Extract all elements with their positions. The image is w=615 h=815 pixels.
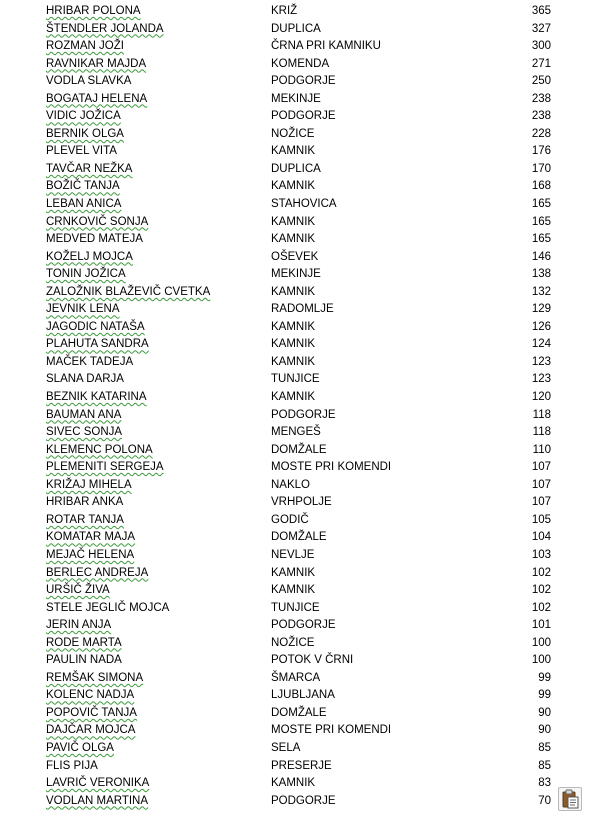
- row-place: MOSTE PRI KOMENDI: [271, 724, 392, 737]
- row-count: 118: [532, 408, 551, 421]
- row-name: MAČEK TADEJA: [46, 355, 134, 368]
- row-place: ŠMARCA: [271, 671, 321, 684]
- row-name: DAJČAR MOJCA: [46, 724, 136, 737]
- row-name: BERLEC ANDREJA: [46, 566, 149, 579]
- row-place: KAMNIK: [271, 777, 316, 790]
- row-place: SELA: [271, 741, 301, 754]
- row-count: 124: [531, 338, 551, 351]
- table-row: [0, 231, 615, 249]
- row-name: BOŽIČ TANJA: [46, 180, 120, 193]
- row-name: RODE MARTA: [46, 636, 122, 649]
- row-place: GODIČ: [271, 513, 309, 526]
- row-name: JEVNIK LENA: [46, 303, 120, 316]
- table-row: [0, 389, 615, 407]
- row-name: VODLA SLAVKA: [46, 75, 132, 88]
- table-row: [0, 319, 615, 337]
- table-row: [0, 477, 615, 495]
- row-name: KOMATAR MAJA: [46, 531, 136, 544]
- row-name: BERNIK OLGA: [46, 127, 124, 140]
- clipboard-paste-glyph: [559, 788, 581, 810]
- table-row: [0, 143, 615, 161]
- row-count: 238: [531, 110, 551, 123]
- row-place: NOŽICE: [271, 636, 315, 649]
- table-row: [0, 512, 615, 530]
- table-row: [0, 565, 615, 583]
- table-row: [0, 652, 615, 670]
- table-row: [0, 442, 615, 460]
- row-count: 107: [531, 478, 551, 491]
- row-name: BAUMAN ANA: [46, 408, 122, 421]
- table-row: [0, 301, 615, 319]
- row-name: TONIN JOŽICA: [46, 268, 126, 281]
- row-count: 300: [531, 40, 551, 53]
- row-name: MEJAČ HELENA: [46, 548, 135, 561]
- table-row: [0, 793, 615, 811]
- row-count: 126: [531, 320, 551, 333]
- row-name: ZALOŽNIK BLAŽEVIČ CVETKA: [46, 285, 211, 298]
- table-row: [0, 722, 615, 740]
- row-place: KAMNIK: [271, 180, 316, 193]
- row-name: REMŠAK SIMONA: [46, 671, 144, 684]
- table-row: [0, 494, 615, 512]
- row-count: 105: [531, 513, 551, 526]
- row-place: PRESERJE: [271, 759, 332, 772]
- row-count: 365: [531, 5, 551, 17]
- table-row: [0, 371, 615, 389]
- row-count: 100: [531, 654, 551, 667]
- row-count: 100: [531, 636, 551, 649]
- table-row: [0, 56, 615, 74]
- results-table: [0, 3, 615, 810]
- clipboard-paste-icon[interactable]: [558, 787, 582, 811]
- table-row: [0, 73, 615, 91]
- row-count: 90: [538, 706, 551, 719]
- row-place: TUNJICE: [271, 601, 320, 614]
- row-name: PLEVEL VITA: [46, 145, 117, 158]
- table-row: [0, 758, 615, 776]
- row-place: KAMNIK: [271, 584, 316, 597]
- row-count: 110: [532, 443, 551, 456]
- row-name: MEDVED MATEJA: [46, 233, 143, 246]
- row-count: 70: [538, 794, 551, 807]
- table-row: [0, 424, 615, 442]
- table-row: [0, 600, 615, 618]
- row-place: POTOK V ČRNI: [271, 654, 354, 667]
- row-place: KRIŽ: [271, 5, 298, 17]
- row-name: FLIS PIJA: [46, 759, 98, 772]
- table-row: [0, 336, 615, 354]
- row-name: PLEMENITI SERGEJA: [46, 461, 164, 474]
- row-count: 168: [531, 180, 551, 193]
- row-count: 120: [531, 391, 551, 404]
- table-row: [0, 21, 615, 39]
- row-name: ROTAR TANJA: [46, 513, 124, 526]
- row-place: ČRNA PRI KAMNIKU: [271, 40, 381, 53]
- row-name: PLAHUTA SANDRA: [46, 338, 149, 351]
- row-name: VODLAN MARTINA: [46, 794, 149, 807]
- row-name: PAULIN NADA: [46, 654, 122, 667]
- table-row: [0, 459, 615, 477]
- row-count: 102: [531, 601, 551, 614]
- table-row: [0, 687, 615, 705]
- table-row: [0, 266, 615, 284]
- row-count: 146: [531, 250, 551, 263]
- row-count: 101: [531, 619, 551, 632]
- table-row: [0, 635, 615, 653]
- table-row: [0, 617, 615, 635]
- row-count: 85: [538, 759, 551, 772]
- row-place: PODGORJE: [271, 110, 336, 123]
- row-name: VIDIC JOŽICA: [46, 110, 121, 123]
- row-count: 271: [531, 57, 551, 70]
- row-name: ŠTENDLER JOLANDA: [46, 22, 164, 35]
- row-place: MEKINJE: [271, 92, 321, 105]
- row-count: 102: [531, 584, 551, 597]
- row-name: HRIBAR ANKA: [46, 496, 124, 509]
- row-place: VRHPOLJE: [271, 496, 332, 509]
- table-row: [0, 354, 615, 372]
- row-place: LJUBLJANA: [271, 689, 335, 702]
- row-count: 138: [531, 268, 551, 281]
- table-row: [0, 529, 615, 547]
- row-place: RADOMLJE: [271, 303, 334, 316]
- row-name: KOLENC NADJA: [46, 689, 135, 702]
- table-row: [0, 3, 615, 21]
- row-count: 90: [538, 724, 551, 737]
- row-count: 170: [531, 162, 551, 175]
- row-name: RAVNIKAR MAJDA: [46, 57, 147, 70]
- row-place: KAMNIK: [271, 320, 316, 333]
- row-place: KOMENDA: [271, 57, 330, 70]
- row-count: 107: [531, 496, 551, 509]
- row-count: 123: [531, 355, 551, 368]
- table-row: [0, 126, 615, 144]
- row-place: KAMNIK: [271, 233, 316, 246]
- row-place: KAMNIK: [271, 145, 316, 158]
- row-name: BEZNIK KATARINA: [46, 391, 147, 404]
- row-place: KAMNIK: [271, 285, 316, 298]
- row-place: DUPLICA: [271, 162, 321, 175]
- row-place: PODGORJE: [271, 794, 336, 807]
- table-row: [0, 249, 615, 267]
- row-place: STAHOVICA: [271, 198, 337, 211]
- row-name: KRIŽAJ MIHELA: [46, 478, 132, 491]
- row-place: DOMŽALE: [271, 443, 327, 456]
- table-row: [0, 582, 615, 600]
- row-name: KLEMENC POLONA: [46, 443, 153, 456]
- row-place: KAMNIK: [271, 355, 316, 368]
- row-count: 123: [531, 373, 551, 386]
- row-count: 165: [531, 215, 551, 228]
- row-count: 129: [531, 303, 551, 316]
- row-name: JERIN ANJA: [46, 619, 112, 632]
- row-name: STELE JEGLIČ MOJCA: [46, 601, 170, 614]
- table-row: [0, 178, 615, 196]
- row-place: DOMŽALE: [271, 706, 327, 719]
- row-name: TAVČAR NEŽKA: [46, 162, 133, 175]
- row-place: KAMNIK: [271, 338, 316, 351]
- row-count: 250: [531, 75, 551, 88]
- row-place: KAMNIK: [271, 215, 316, 228]
- row-name: PAVIČ OLGA: [46, 741, 114, 754]
- row-count: 99: [538, 671, 551, 684]
- row-name: URŠIČ ŽIVA: [46, 584, 110, 597]
- table-row: [0, 196, 615, 214]
- row-place: NEVLJE: [271, 548, 315, 561]
- row-name: ROZMAN JOŽI: [46, 40, 124, 53]
- row-count: 238: [531, 92, 551, 105]
- table-row: [0, 775, 615, 793]
- row-name: LEBAN ANICA: [46, 198, 122, 211]
- row-name: SLANA DARJA: [46, 373, 124, 386]
- row-name: JAGODIC NATAŠA: [46, 320, 145, 333]
- row-count: 118: [532, 426, 551, 439]
- row-place: DUPLICA: [271, 22, 321, 35]
- row-place: NAKLO: [271, 478, 310, 491]
- row-name: POPOVIČ TANJA: [46, 706, 137, 719]
- table-row: [0, 161, 615, 179]
- row-place: TUNJICE: [271, 373, 320, 386]
- table-row: [0, 214, 615, 232]
- row-place: DOMŽALE: [271, 531, 327, 544]
- row-place: PODGORJE: [271, 619, 336, 632]
- row-count: 228: [531, 127, 551, 140]
- row-place: PODGORJE: [271, 75, 336, 88]
- table-row: [0, 284, 615, 302]
- row-name: KOŽELJ MOJCA: [46, 250, 133, 263]
- table-row: [0, 547, 615, 565]
- row-name: HRIBAR POLONA: [46, 5, 141, 17]
- row-count: 102: [531, 566, 551, 579]
- row-place: KAMNIK: [271, 566, 316, 579]
- row-place: OŠEVEK: [271, 250, 319, 263]
- table-row: [0, 670, 615, 688]
- row-place: MEKINJE: [271, 268, 321, 281]
- row-count: 104: [531, 531, 551, 544]
- row-place: NOŽICE: [271, 127, 315, 140]
- row-place: MOSTE PRI KOMENDI: [271, 461, 392, 474]
- row-count: 132: [531, 285, 551, 298]
- row-count: 165: [531, 233, 551, 246]
- row-count: 176: [531, 145, 551, 158]
- row-count: 99: [538, 689, 551, 702]
- row-count: 103: [531, 548, 551, 561]
- table-row: [0, 38, 615, 56]
- row-count: 327: [531, 22, 551, 35]
- row-name: CRNKOVIČ SONJA: [46, 215, 149, 228]
- row-count: 83: [538, 777, 551, 790]
- table-row: [0, 705, 615, 723]
- table-row: [0, 407, 615, 425]
- row-name: BOGATAJ HELENA: [46, 92, 148, 105]
- row-count: 107: [531, 461, 551, 474]
- table-row: [0, 91, 615, 109]
- table-row: [0, 108, 615, 126]
- table-row: [0, 740, 615, 758]
- row-count: 85: [538, 741, 551, 754]
- row-count: 165: [531, 198, 551, 211]
- row-place: KAMNIK: [271, 391, 316, 404]
- row-name: SIVEC SONJA: [46, 426, 123, 439]
- row-place: PODGORJE: [271, 408, 336, 421]
- row-place: MENGEŠ: [271, 426, 321, 439]
- row-name: LAVRIČ VERONIKA: [46, 777, 150, 790]
